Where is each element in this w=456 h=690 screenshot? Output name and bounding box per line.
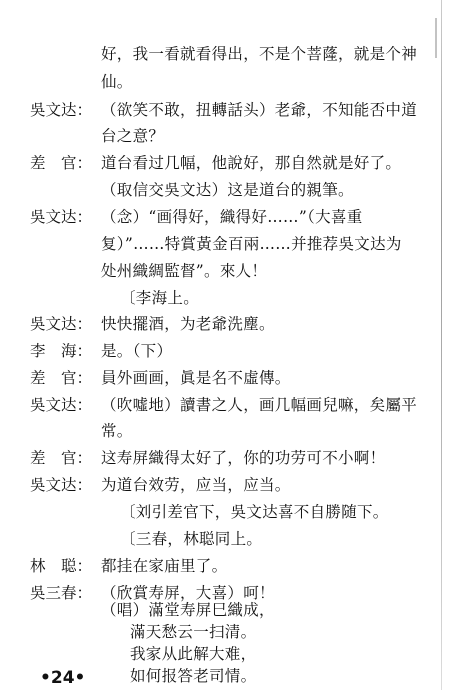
- song-line: 我家从此解大难，: [130, 645, 257, 663]
- dialogue-line: 为道台效劳，应当，应当。: [101, 476, 291, 494]
- speaker-label: 吳文达：: [30, 315, 93, 333]
- dialogue-line: 这寿屏織得太好了，你的功劳可不小啊！: [101, 449, 386, 467]
- speaker-label: 差 官：: [30, 154, 93, 172]
- page-edge-line: [441, 0, 442, 690]
- dialogue-line: （念）“画得好，織得好……”（大喜重: [101, 208, 363, 226]
- dialogue-line: 員外画画，眞是名不虛傳。: [101, 369, 291, 387]
- speaker-label: 李 海：: [30, 342, 93, 360]
- speaker-label: 吳三春：: [30, 584, 93, 602]
- speaker-label: 林 聪：: [30, 557, 93, 575]
- speaker-label: 吳文达：: [30, 476, 93, 494]
- dialogue-line: 是。（下）: [101, 342, 173, 360]
- page-edge-marks: [435, 18, 440, 58]
- text-line: 仙。: [101, 73, 133, 91]
- song-line: （唱）滿堂寿屏巳織成，: [101, 601, 275, 619]
- text-line: 好，我一看就看得出，不是个菩蕯，就是个神: [101, 45, 418, 63]
- dialogue-line: 都挂在家庙里了。: [101, 557, 228, 575]
- page-number: •24•: [40, 668, 86, 688]
- stage-direction: 〔三春，林聪同上。: [120, 530, 263, 548]
- song-line: 如何报答老司情。: [130, 667, 257, 685]
- speaker-label: 吳文达：: [30, 396, 93, 414]
- dialogue-line: 快快擺酒，为老爺洗塵。: [101, 315, 275, 333]
- stage-direction: 〔刘引差官下，吳文达喜不自勝随下。: [120, 503, 389, 521]
- dialogue-line: （欲笑不敢，扭轉話头）老爺，不知能否中道: [101, 101, 418, 119]
- stage-direction: 〔李海上。: [120, 289, 200, 307]
- song-line: 滿天愁云一扫清。: [130, 623, 257, 641]
- text-line: 处州織綢監督”。來人！: [101, 262, 268, 280]
- text-line: 复）”……特賞黃金百兩……并推荐吳文达为: [101, 235, 402, 253]
- text-line: 台之意？: [101, 127, 165, 145]
- dialogue-line: （欣賞寿屏，大喜）呵！: [101, 584, 275, 602]
- speaker-label: 吳文达：: [30, 208, 93, 226]
- dialogue-line: 道台看过几幅，他說好，那自然就是好了。: [101, 154, 402, 172]
- dialogue-line: （吹噓地）讀書之人，画几幅画兒嘛，矣屬平: [101, 396, 418, 414]
- stage-direction: （取信交吳文达）这是道台的親筆。: [101, 181, 354, 199]
- speaker-label: 差 官：: [30, 449, 93, 467]
- speaker-label: 吳文达：: [30, 101, 93, 119]
- text-line: 常。: [101, 422, 133, 440]
- speaker-label: 差 官：: [30, 369, 93, 387]
